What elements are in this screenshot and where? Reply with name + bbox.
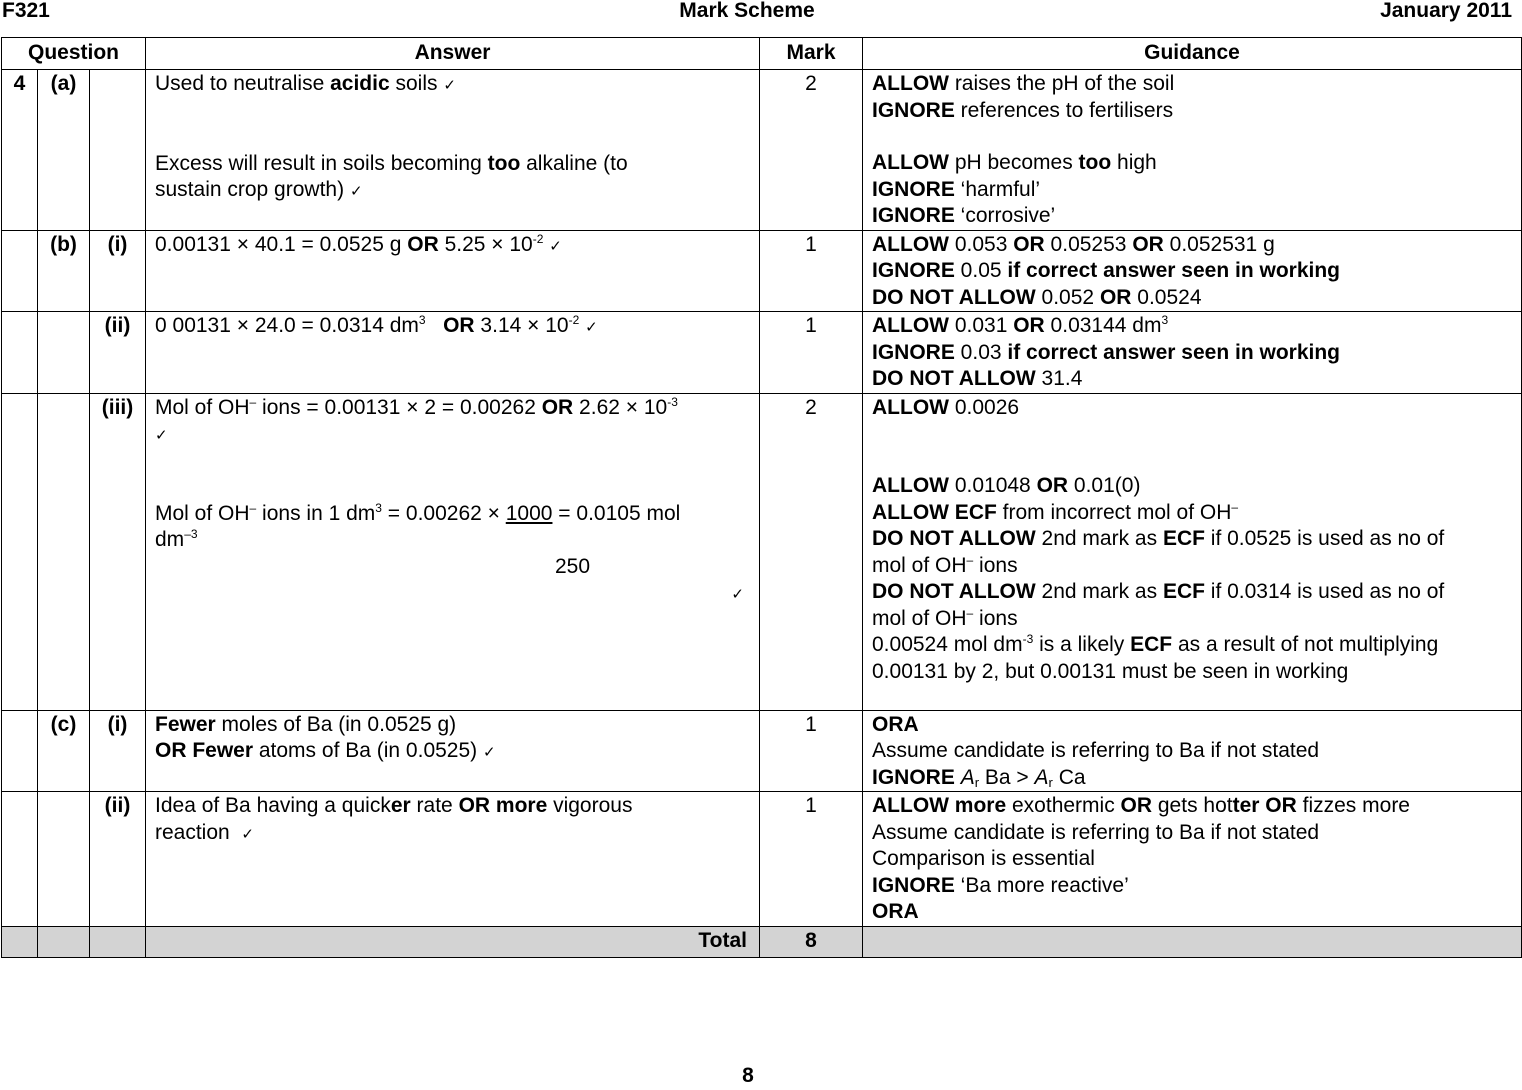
col-answer: Answer — [146, 38, 760, 70]
answer-cell: 0 00131 × 24.0 = 0.0314 $dm^3$ OR $3.14 \times 10^{-2}$ ✓ — [146, 312, 760, 394]
page-number: 8 — [742, 1064, 754, 1087]
question-subpart: (i) — [90, 230, 146, 312]
total-row — [2, 926, 1522, 957]
total-value: 8 — [760, 926, 863, 957]
header-code: F321 — [2, 0, 50, 22]
tick-icon: ✓ — [585, 318, 598, 336]
question-part: (b) — [38, 230, 90, 312]
col-guidance: Guidance — [863, 38, 1522, 70]
question-subpart — [90, 70, 146, 231]
answer-cell: Used to neutralise acidic soils ✓ Excess will result in soils becoming too alkaline (to sustain crop growth) ✓ — [146, 70, 760, 231]
mark-cell: 1 — [760, 710, 863, 792]
table-row — [2, 710, 1522, 792]
mark-cell: 1 — [760, 792, 863, 927]
question-part: (a) — [38, 70, 90, 231]
header-date: January 2011 — [1380, 0, 1512, 22]
table-row — [2, 393, 1522, 710]
header-title: Mark Scheme — [679, 0, 815, 22]
table-row — [2, 70, 1522, 231]
tick-icon: ✓ — [155, 426, 168, 444]
answer-cell: Fewer moles of Ba (in 0.0525 g) OR Fewer atoms of Ba (in 0.0525) ✓ — [146, 710, 760, 792]
col-mark: Mark — [760, 38, 863, 70]
mark-scheme-table — [1, 37, 1522, 958]
tick-icon: ✓ — [731, 585, 744, 603]
question-part: (c) — [38, 710, 90, 792]
question-subpart: (iii) — [90, 393, 146, 710]
guidance-cell: ALLOW 0.031 OR 0.03144 $dm^3$ IGNORE 0.03 if correct answer seen in working DO NOT ALLOW 31.4 — [863, 312, 1522, 394]
question-subpart: (i) — [90, 710, 146, 792]
guidance-cell: ALLOW 0.053 OR 0.05253 OR 0.052531 g IGNORE 0.05 if correct answer seen in working DO NOT ALLOW 0.052 OR 0.0524 — [863, 230, 1522, 312]
guidance-cell: ALLOW raises the pH of the soil IGNORE references to fertilisers ALLOW pH becomes too high IGNORE ‘harmful’ IGNORE ‘corrosive’ — [863, 70, 1522, 231]
guidance-cell: ORA Assume candidate is referring to Ba if not stated IGNORE $A_r$ $Ba > A_r$ Ca — [863, 710, 1522, 792]
answer-cell: 0.00131 × 40.1 = 0.0525 g OR $5.25 \times 10^{-2}$ ✓ — [146, 230, 760, 312]
table-row — [2, 312, 1522, 394]
tick-icon: ✓ — [443, 76, 456, 94]
mark-cell: 1 — [760, 312, 863, 394]
col-question: Question — [2, 38, 146, 70]
question-subpart: (ii) — [90, 312, 146, 394]
table-row — [2, 792, 1522, 927]
total-label: Total — [146, 926, 760, 957]
tick-icon: ✓ — [241, 824, 254, 843]
tick-icon: ✓ — [349, 182, 363, 200]
tick-icon: ✓ — [549, 236, 562, 255]
tick-icon: ✓ — [483, 743, 496, 761]
mark-cell: 1 — [760, 230, 863, 312]
table-header-row — [2, 38, 1522, 70]
mark-cell: 2 — [760, 70, 863, 231]
question-subpart: (ii) — [90, 792, 146, 927]
mark-cell: 2 — [760, 393, 863, 710]
question-number: 4 — [2, 70, 38, 231]
answer-cell: Mol of OH– ions = 0.00131 × 2 = 0.00262 OR $2.62 \times 10^{-3}$ ✓ Mol of OH– ions in 1 $dm^3 = 0.00262 \times 1000 = 0.0105$ mol $dm^{-3}$ 250 ✓ — [146, 393, 760, 710]
answer-cell: Idea of Ba having a quicker rate OR more vigorous reaction ✓ — [146, 792, 760, 927]
table-row — [2, 230, 1522, 312]
guidance-cell: ALLOW more exothermic OR gets hotter OR fizzes more Assume candidate is referring to Ba if not stated Comparison is essential IGNORE ‘Ba more reactive’ ORA — [863, 792, 1522, 927]
guidance-cell: ALLOW 0.0026 ALLOW 0.01048 OR 0.01(0) ALLOW ECF from incorrect mol of OH– DO NOT ALLOW 2nd mark as ECF if 0.0525 is used as no of mol of OH– ions DO NOT ALLOW 2nd mark as ECF if 0.0314 is used as no of mol of OH– ions 0.00524 mol $dm^{-3}$ is a likely ECF as a result of not multiplying 0.00131 by 2, but 0.00131 must be seen in working — [863, 393, 1522, 710]
